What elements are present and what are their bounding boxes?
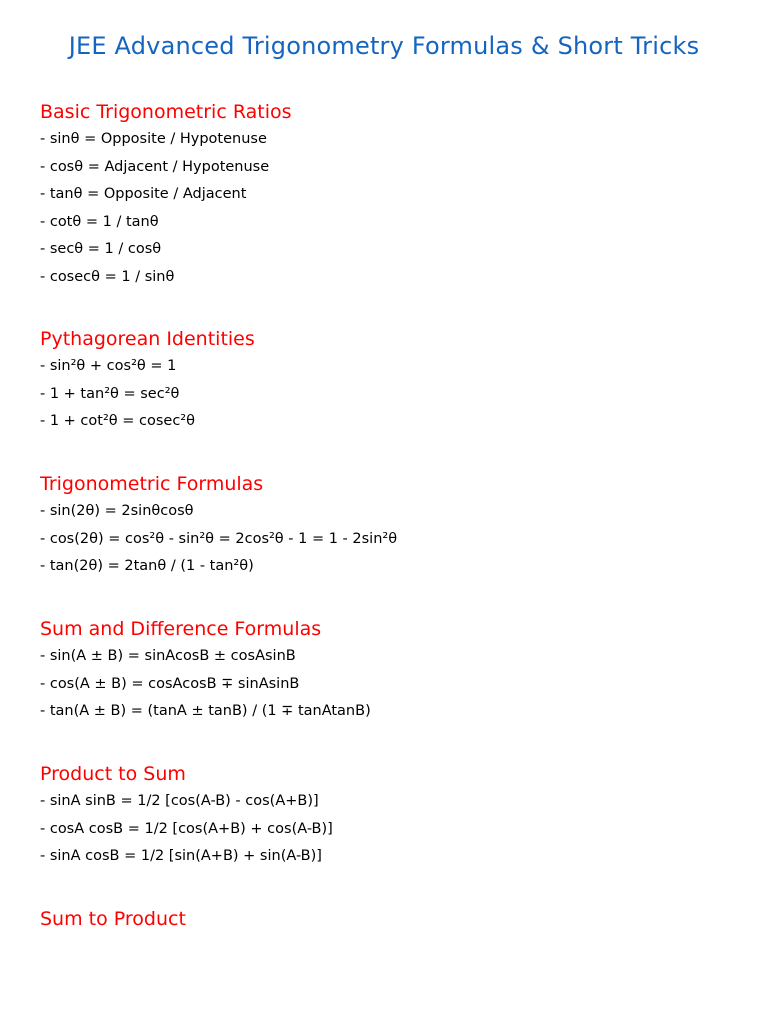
formula-line: - tanθ = Opposite / Adjacent	[40, 186, 247, 202]
formula-line: - sinA sinB = 1/2 [cos(A-B) - cos(A+B)]	[40, 793, 319, 809]
formula-line: - secθ = 1 / cosθ	[40, 241, 162, 257]
section-basic-ratios	[40, 98, 740, 291]
section-pythagorean-identities	[40, 325, 740, 436]
formula-line: - sin(A ± B) = sinAcosB ± cosAsinB	[40, 648, 296, 664]
formula-line: - cosA cosB = 1/2 [cos(A+B) + cos(A-B)]	[40, 820, 333, 837]
section-sum-difference	[40, 615, 740, 726]
section-heading: Trigonometric Formulas	[40, 473, 264, 495]
formula-line: - tan(A ± B) = (tanA ± tanB) / (1 ∓ tanAtanB)	[40, 703, 371, 719]
formula-line: - sinA cosB = 1/2 [sin(A+B) + sin(A-B)]	[40, 848, 322, 864]
formula-line: - 1 + cot²θ = cosec²θ	[40, 413, 195, 429]
formula-line: - cos(2θ) = cos²θ - sin²θ = 2cos²θ - 1 = 1 - 2sin²θ	[40, 530, 398, 547]
formula-line: - cotθ = 1 / tanθ	[40, 213, 159, 230]
section-trig-formulas	[40, 470, 740, 581]
section-heading: Sum to Product	[40, 908, 186, 930]
formula-line: - sinθ = Opposite / Hypotenuse	[40, 131, 267, 147]
section-heading: Basic Trigonometric Ratios	[40, 101, 292, 123]
formula-line: - 1 + tan²θ = sec²θ	[40, 385, 180, 402]
section-heading: Product to Sum	[40, 763, 186, 785]
page-title: JEE Advanced Trigonometry Formulas & Short Tricks	[68, 32, 700, 60]
section-heading: Pythagorean Identities	[40, 328, 255, 350]
formula-line: - tan(2θ) = 2tanθ / (1 - tan²θ)	[40, 558, 254, 574]
formula-line: - sin²θ + cos²θ = 1	[40, 358, 177, 374]
formula-line: - cosecθ = 1 / sinθ	[40, 268, 175, 285]
section-heading: Sum and Difference Formulas	[40, 618, 322, 640]
formula-line: - sin(2θ) = 2sinθcosθ	[40, 503, 194, 519]
section-sum-to-product	[40, 905, 740, 933]
section-product-to-sum	[40, 760, 740, 871]
formula-line: - cosθ = Adjacent / Hypotenuse	[40, 158, 270, 175]
formula-line: - cos(A ± B) = cosAcosB ∓ sinAsinB	[40, 675, 300, 692]
